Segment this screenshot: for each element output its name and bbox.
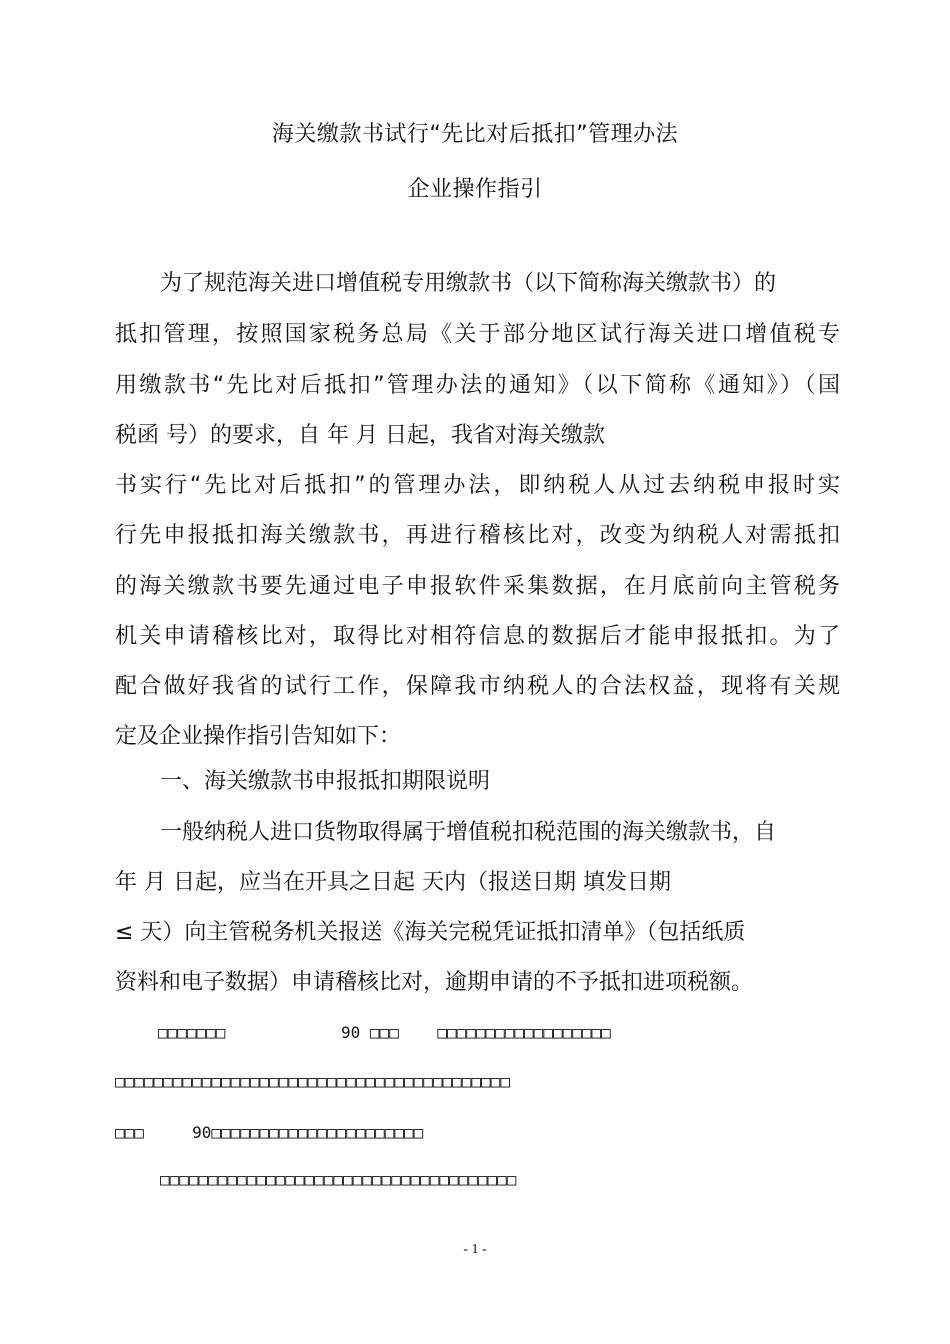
garbled-text-line: □□□□□□□□□□□□□□□□□□□□□□□□□□□□□□□□□□□□□ [160, 1170, 517, 1189]
paragraph-line: 为了规范海关进口增值税专用缴款书（以下简称海关缴款书）的 [160, 271, 777, 296]
garbled-text-line: □□□ 90□□□□□□□□□□□□□□□□□□□□□□ [115, 1123, 424, 1142]
paragraph-line: 配合做好我省的试行工作，保障我市纳税人的合法权益，现将有关规 [115, 674, 840, 699]
document-subtitle: 企业操作指引 [407, 177, 543, 202]
paragraph-line: 的海关缴款书要先通过电子申报软件采集数据，在月底前向主管税务 [115, 574, 840, 599]
garbled-text-line: □□□□□□□□□□□□□□□□□□□□□□□□□□□□□□□□□□□□□□□□□ [115, 1072, 510, 1091]
paragraph-line: 抵扣管理，按照国家税务总局《关于部分地区试行海关进口增值税专 [115, 322, 840, 347]
garbled-text-line: □□□□□□□ 90 □□□ □□□□□□□□□□□□□□□□□□ [158, 1023, 611, 1042]
paragraph-line: 资料和电子数据）申请稽核比对，逾期申请的不予抵扣进项税额。 [115, 970, 754, 995]
paragraph-line: 行先申报抵扣海关缴款书，再进行稽核比对，改变为纳税人对需抵扣 [115, 523, 840, 548]
document-title: 海关缴款书试行“先比对后抵扣”管理办法 [271, 122, 679, 147]
page-number: - 1 - [463, 1242, 487, 1257]
paragraph-line: 税函 号）的要求，自 年 月 日起，我省对海关缴款 [115, 423, 605, 448]
paragraph-line: 定及企业操作指引告知如下： [115, 724, 402, 749]
paragraph-line: 机关申请稽核比对，取得比对相符信息的数据后才能申报抵扣。为了 [115, 624, 840, 649]
paragraph-line: 年 月 日起，应当在开具之日起 天内（报送日期 填发日期 [115, 870, 671, 895]
paragraph-line: 书实行“先比对后抵扣”的管理办法，即纳税人从过去纳税申报时实 [115, 473, 840, 498]
paragraph-line: ≤ 天）向主管税务机关报送《海关完税凭证抵扣清单》（包括纸质 [115, 920, 746, 945]
paragraph-line: 一般纳税人进口货物取得属于增值税扣税范围的海关缴款书，自 [160, 820, 777, 845]
paragraph-line: 用缴款书“先比对后抵扣”管理办法的通知》（以下简称《通知》）（国 [115, 373, 840, 398]
section-heading: 一、海关缴款书申报抵扣期限说明 [160, 769, 491, 794]
